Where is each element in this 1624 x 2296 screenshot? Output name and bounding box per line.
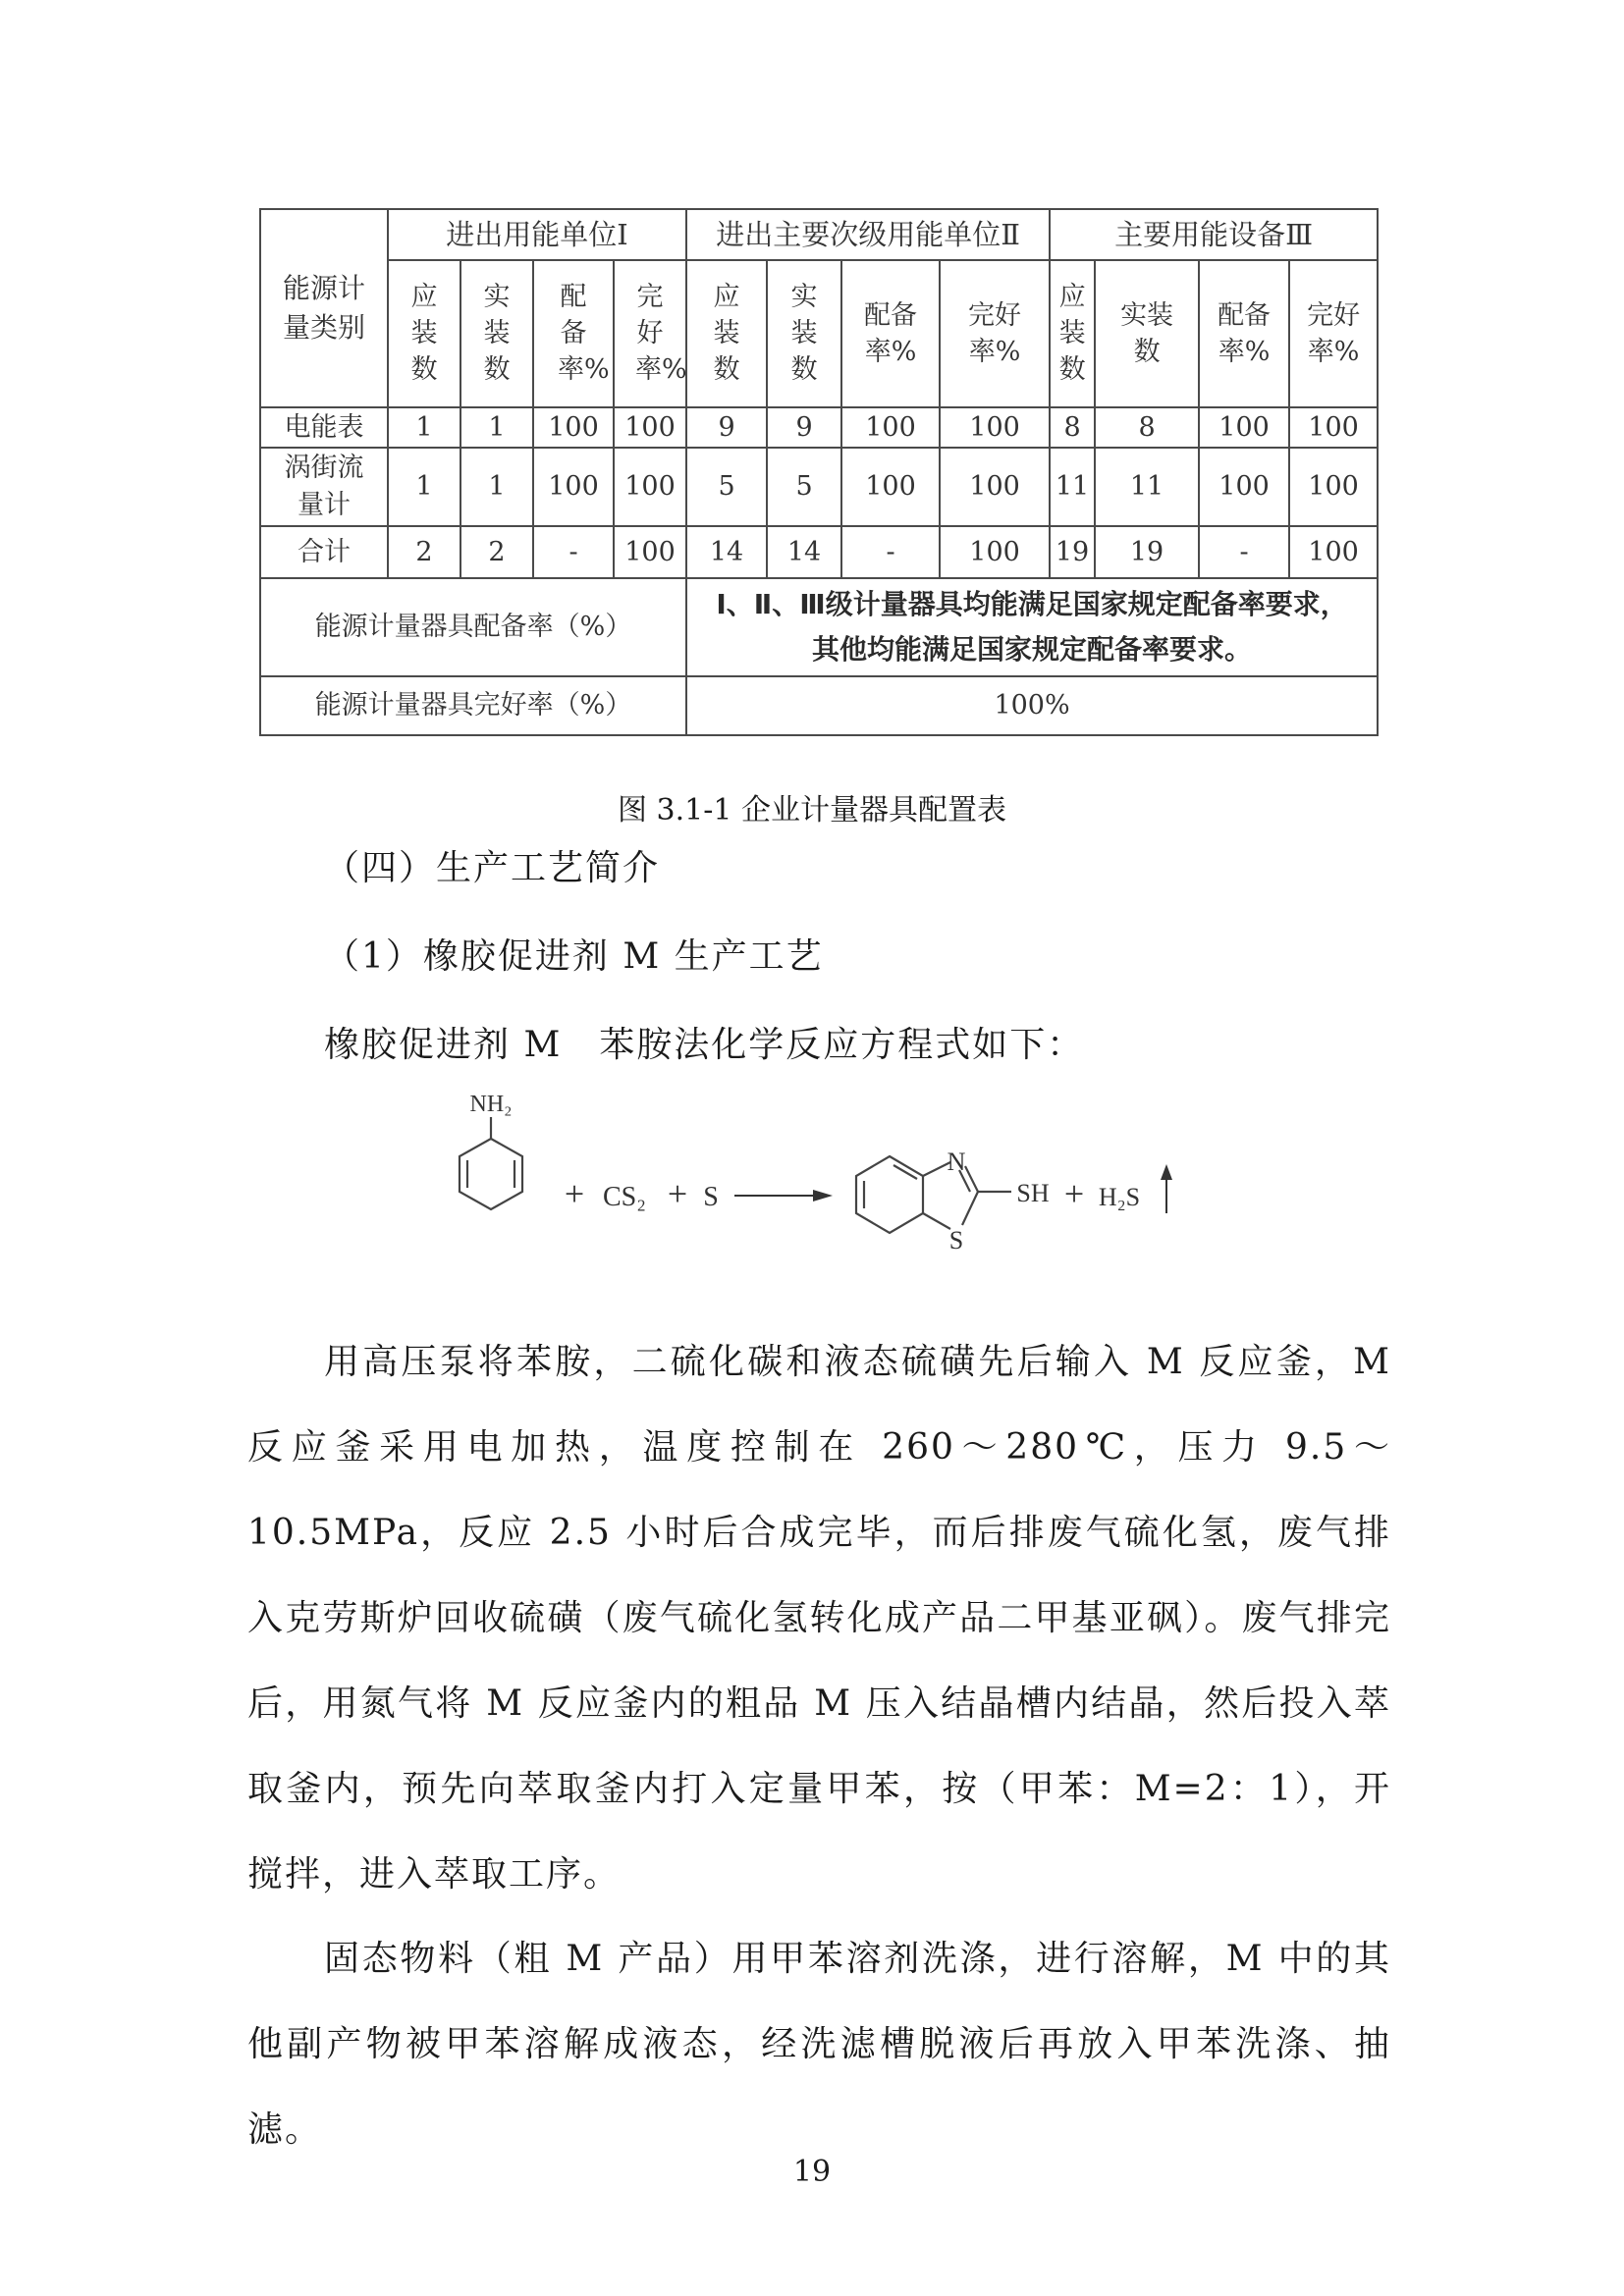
equip-rate-label: 能源计量器具配备率（%）: [260, 578, 686, 676]
table-row: [260, 526, 1378, 578]
cell: 100: [1289, 526, 1378, 578]
gas-up-arrow-icon: [1161, 1164, 1172, 1213]
sub-header-actual: 实装数: [767, 260, 841, 407]
aniline-structure: [460, 1117, 522, 1209]
meter-config-table: [259, 208, 1379, 736]
cell: -: [841, 526, 940, 578]
sub-header-equip-rate: 配备率%: [533, 260, 614, 407]
sub-header-good-rate: 完好率%: [940, 260, 1050, 407]
sub-header-equip-rate: 配备率%: [841, 260, 940, 407]
cell: 100: [614, 526, 686, 578]
cell: -: [533, 526, 614, 578]
sub-header-actual: 实装数: [1095, 260, 1199, 407]
plus-sign: +: [1063, 1174, 1085, 1213]
mercaptobenzothiazole-structure: [856, 1156, 1011, 1233]
sub-header-equip-rate: 配备率%: [1199, 260, 1289, 407]
cs2-label: CS₂: [602, 1182, 647, 1212]
cell: 9: [767, 407, 841, 448]
cell: 1: [460, 407, 533, 448]
nh2-label: NH₂: [469, 1092, 513, 1117]
category-header: 能源计量类别: [260, 209, 388, 407]
sub-header-required: 应装数: [686, 260, 767, 407]
cell: 19: [1050, 526, 1095, 578]
plus-sign: +: [667, 1174, 688, 1213]
sub-header-good-rate: 完好率%: [614, 260, 686, 407]
good-rate-label: 能源计量器具完好率（%）: [260, 676, 686, 735]
cell: 1: [388, 448, 460, 526]
cell: 100: [940, 407, 1050, 448]
table-row: [260, 448, 1378, 526]
row-label: 电能表: [260, 407, 388, 448]
cell: 1: [388, 407, 460, 448]
row-label: 涡街流量计: [260, 448, 388, 526]
reaction-arrow: [734, 1190, 833, 1201]
cell: 100: [841, 448, 940, 526]
cell: 14: [767, 526, 841, 578]
section-heading: （四）生产工艺简介: [324, 848, 661, 888]
cell: 5: [767, 448, 841, 526]
row-label: 合计: [260, 526, 388, 578]
ring-s-label: S: [948, 1226, 964, 1255]
h2s-label: H₂S: [1098, 1183, 1141, 1211]
cell: 100: [533, 407, 614, 448]
cell: 8: [1095, 407, 1199, 448]
sulfur-label: S: [703, 1182, 719, 1212]
plus-sign: +: [564, 1174, 585, 1213]
cell: 2: [388, 526, 460, 578]
equip-rate-note: [686, 578, 1378, 676]
intro-text: 橡胶促进剂 M 苯胺法化学反应方程式如下：: [324, 1025, 1085, 1065]
cell: 5: [686, 448, 767, 526]
equip-rate-note-line-2: 其他均能满足国家规定配备率要求。: [812, 633, 1253, 666]
cell: 100: [1289, 448, 1378, 526]
equip-rate-note-line-1: Ⅰ、Ⅱ、Ⅲ级计量器具均能满足国家规定配备率要求，: [716, 588, 1348, 620]
group-header-3: 主要用能设备Ⅲ: [1050, 209, 1378, 260]
cell: 2: [460, 526, 533, 578]
cell: 100: [1199, 407, 1289, 448]
cell: 14: [686, 526, 767, 578]
ring-n-label: N: [947, 1148, 966, 1176]
cell: 100: [1199, 448, 1289, 526]
reaction-equation: [432, 1090, 1198, 1286]
cell: 9: [686, 407, 767, 448]
cell: 100: [614, 448, 686, 526]
cell: 8: [1050, 407, 1095, 448]
cell: 100: [940, 526, 1050, 578]
group-header-2: 进出主要次级用能单位Ⅱ: [686, 209, 1050, 260]
sub-header-required: 应装数: [1050, 260, 1095, 407]
sub-header-actual: 实装数: [460, 260, 533, 407]
cell: 100: [1289, 407, 1378, 448]
subsection-heading: （1）橡胶促进剂 M 生产工艺: [324, 936, 824, 977]
group-header-1: 进出用能单位Ⅰ: [388, 209, 686, 260]
table-caption: 图 3.1-1 企业计量器具配置表: [617, 793, 1006, 828]
cell: 11: [1095, 448, 1199, 526]
good-rate-value: 100%: [686, 676, 1378, 735]
paragraph-2: 固态物料（粗 M 产品）用甲苯溶剂洗涤，进行溶解，M 中的其他副产物被甲苯溶解成液态，经洗滤槽脱液后再放入甲苯洗涤、抽滤。: [247, 1939, 1391, 2150]
cell: 1: [460, 448, 533, 526]
cell: 100: [940, 448, 1050, 526]
sh-label: SH: [1016, 1179, 1050, 1207]
cell: 100: [841, 407, 940, 448]
cell: 11: [1050, 448, 1095, 526]
sub-header-good-rate: 完好率%: [1289, 260, 1378, 407]
cell: -: [1199, 526, 1289, 578]
table-row: [260, 407, 1378, 448]
sub-header-required: 应装数: [388, 260, 460, 407]
cell: 100: [614, 407, 686, 448]
page-number: 19: [792, 2155, 832, 2189]
cell: 100: [533, 448, 614, 526]
paragraph-1: 用高压泵将苯胺，二硫化碳和液态硫磺先后输入 M 反应釜，M 反应釜采用电加热，温度控制在 260～280℃，压力 9.5～10.5MPa，反应 2.5 小时后合成完毕，而后排废气硫化氢，废气排入克劳斯炉回收硫磺（废气硫化氢转化成产品二甲基亚砜）。废气排完后，用氮气将 M 反应釜内的粗品 M 压入结晶槽内结晶，然后投入萃取釜内，预先向萃取釜内打入定量甲苯，按（甲苯：M=2：1），开搅拌，进入萃取工序。: [247, 1342, 1391, 1895]
cell: 19: [1095, 526, 1199, 578]
